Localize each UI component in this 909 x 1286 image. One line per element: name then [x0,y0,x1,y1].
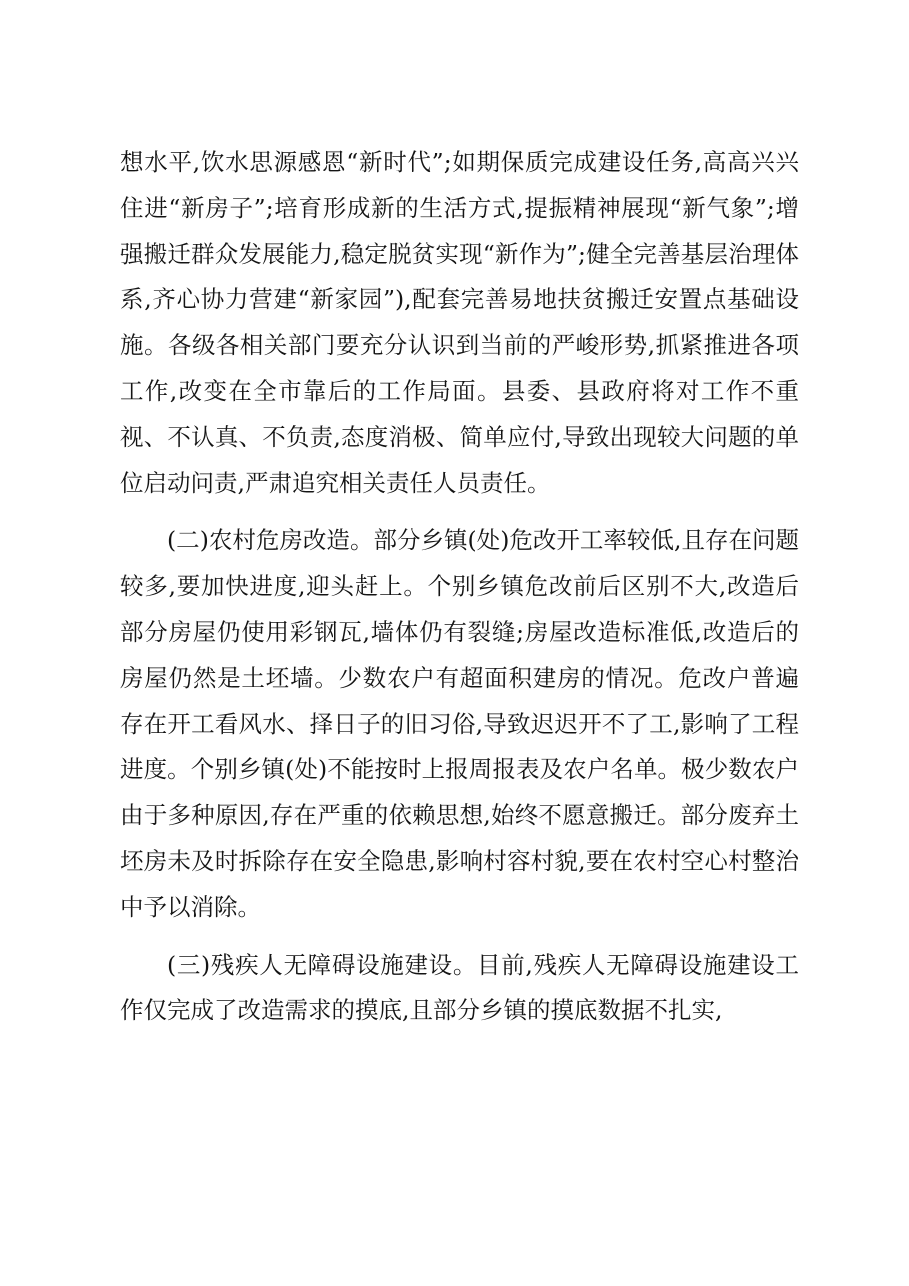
paragraph-continuation: 想水平,饮水思源感恩“新时代”;如期保质完成建设任务,高高兴兴住进“新房子”;培育形成新的生活方式,提振精神展现“新气象”;增强搬迁群众发展能力,稳定脱贫实现“新作为”;健全完善基层治理体系,齐心协力营建“新家园”),配套完善易地扶贫搬迁安置点基础设施。各级各相关部门要充分认识到当前的严峻形势,抓紧推进各项工作,改变在全市靠后的工作局面。县委、县政府将对工作不重视、不认真、不负责,态度消极、简单应付,导致出现较大问题的单位启动问责,严肃追究相关责任人员责任。 [120,148,799,497]
paragraph-rural-housing: (二)农村危房改造。部分乡镇(处)危改开工率较低,且存在问题较多,要加快进度,迎头赶上。个别乡镇危改前后区别不大,改造后部分房屋仍使用彩钢瓦,墙体仍有裂缝;房屋改造标准低,改造后的房屋仍然是土坯墙。少数农户有超面积建房的情况。危改户普遍存在开工看风水、择日子的旧习俗,导致迟迟开不了工,影响了工程进度。个别乡镇(处)不能按时上报周报表及农户名单。极少数农户由于多种原因,存在严重的依赖思想,始终不愿意搬迁。部分废弃土坯房未及时拆除存在安全隐患,影响村容村貌,要在农村空心村整治中予以消除。 [120,526,799,921]
document-body [120,140,799,1034]
paragraph-accessibility: (三)残疾人无障碍设施建设。目前,残疾人无障碍设施建设工作仅完成了改造需求的摸底,且部分乡镇的摸底数据不扎实, [120,950,799,1025]
